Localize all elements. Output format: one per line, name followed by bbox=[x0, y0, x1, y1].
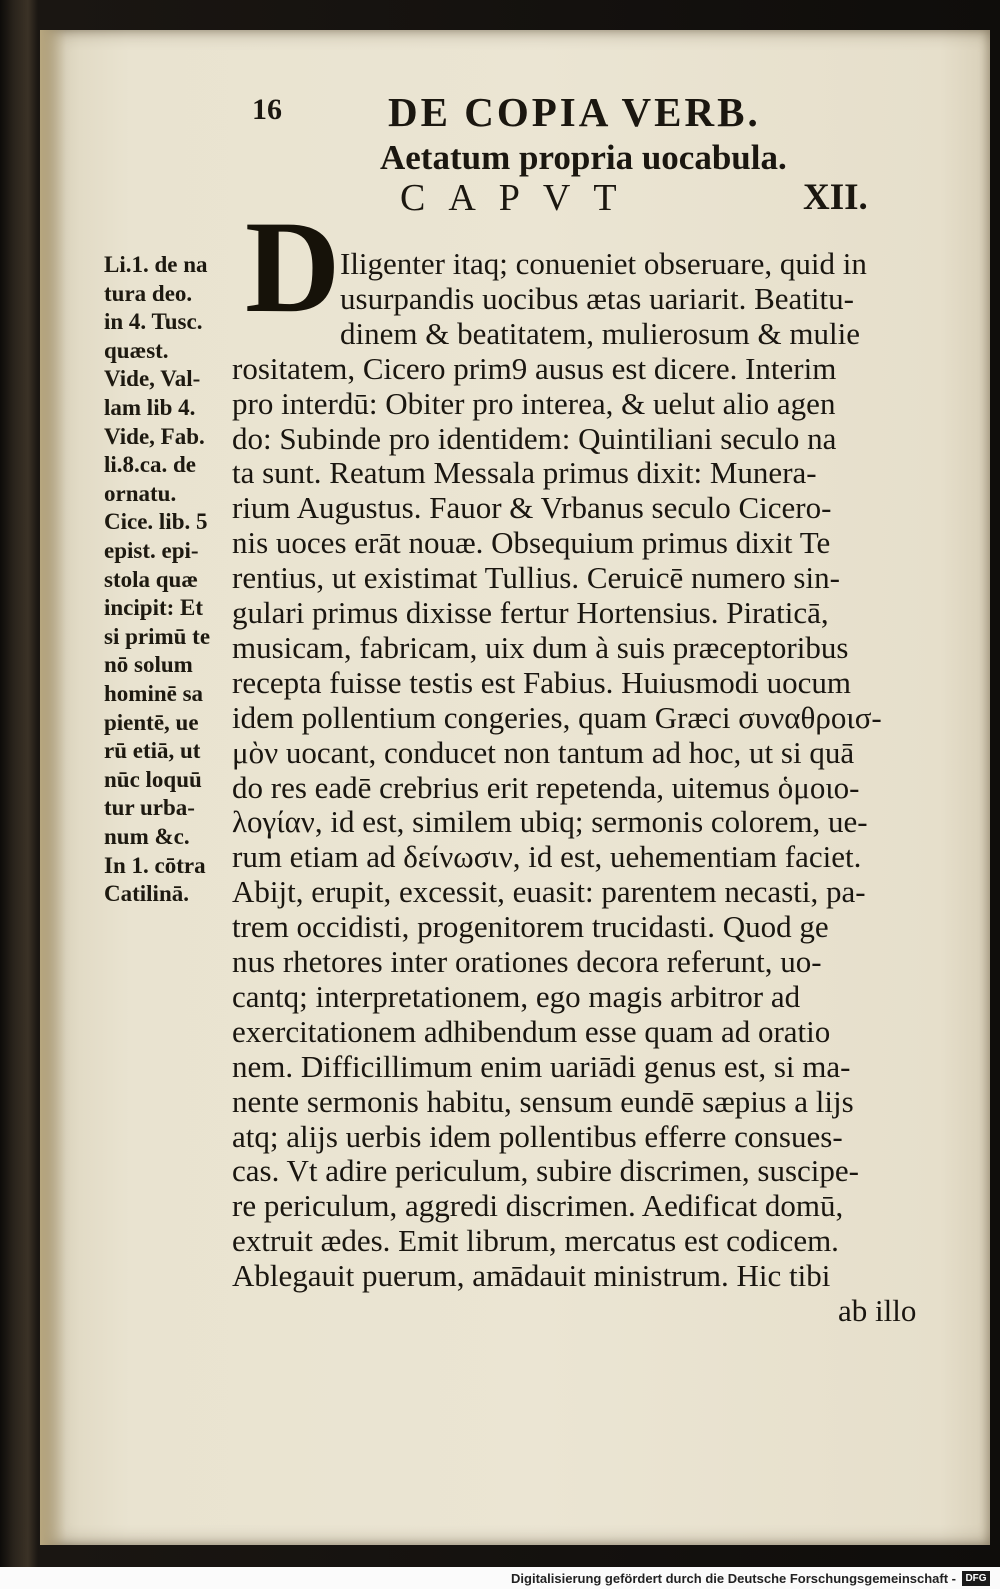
margin-note-line: quæst. bbox=[104, 337, 169, 363]
margin-note-line: pientē, ue bbox=[104, 709, 199, 735]
body-line: nem. Difficillimum enim uariādi genus est, si ma- bbox=[232, 1048, 851, 1084]
body-line: recepta fuisse testis est Fabius. Huiusmodi uocum bbox=[232, 664, 852, 700]
margin-note-line: nūc loquū bbox=[104, 766, 202, 792]
body-line: atq; alijs uerbis idem pollentibus efferre consues- bbox=[232, 1118, 843, 1154]
body-line: pro interdū: Obiter pro interea, & uelut alio agen bbox=[232, 385, 836, 421]
body-line: trem occidisti, progenitorem trucidasti. Quod ge bbox=[232, 909, 829, 945]
body-line: Abijt, erupit, excessit, euasit: parentem necasti, pa- bbox=[232, 874, 866, 910]
body-line: rentius, ut existimat Tullius. Ceruicē numero sin- bbox=[232, 560, 840, 596]
body-line: musicam, fabricam, uix dum à suis præceptoribus bbox=[232, 629, 849, 665]
body-line: idem pollentium congeries, quam Græci συναθροισ- bbox=[232, 699, 882, 735]
margin-note-line: incipit: Et bbox=[104, 595, 204, 621]
margin-note-line: Vide, Val- bbox=[104, 366, 201, 392]
margin-note-line: in 4. Tusc. bbox=[104, 309, 203, 335]
body-line: nus rhetores inter orationes decora referunt, uo- bbox=[232, 944, 822, 979]
credit-text: Digitalisierung gefördert durch die Deutsche Forschungsgemeinschaft - bbox=[511, 1571, 956, 1586]
page-number: 16 bbox=[252, 93, 282, 126]
body-line: μὸν uocant, conducet non tantum ad hoc, ut si quā bbox=[232, 734, 855, 770]
drop-cap-initial: D bbox=[245, 193, 341, 340]
body-line: rositatem, Cicero prim9 ausus est dicere. Interim bbox=[232, 350, 837, 386]
body-line: gulari primus dixisse fertur Hortensius. Piraticā, bbox=[232, 595, 829, 630]
body-line: do res eadē crebrius erit repetenda, uitemus ὁμοιο- bbox=[232, 769, 860, 805]
running-head: DE COPIA VERB. bbox=[388, 89, 761, 135]
body-line: re periculum, aggredi discrimen. Aedificat domū, bbox=[232, 1188, 844, 1224]
margin-note-line: li.8.ca. de bbox=[104, 452, 196, 478]
margin-note-line: si primū te bbox=[104, 623, 211, 649]
margin-note-line: tura deo. bbox=[104, 280, 193, 306]
body-line: ab illo bbox=[838, 1293, 917, 1328]
body-line: ta sunt. Reatum Messala primus dixit: Munera- bbox=[232, 455, 817, 491]
body-line: Ablegauit puerum, amādauit ministrum. Hic tibi bbox=[232, 1258, 831, 1294]
margin-note-line: epist. epi- bbox=[104, 538, 199, 563]
margin-note-line: Vide, Fab. bbox=[104, 423, 205, 449]
body-line: do: Subinde pro identidem: Quintiliani seculo na bbox=[232, 420, 837, 456]
body-line: λογίαν, id est, similem ubiq; sermonis colorem, ue- bbox=[232, 804, 868, 840]
margin-note-line: stola quæ bbox=[104, 566, 198, 592]
body-line: rum etiam ad δείνωσιν, id est, uehementiam faciet. bbox=[232, 839, 862, 875]
margin-note-line: Li.1. de na bbox=[104, 252, 208, 277]
margin-note-line: Cice. lib. 5 bbox=[104, 509, 208, 535]
chapter-title: Aetatum propria uocabula. bbox=[380, 138, 787, 177]
body-line: nis uoces erāt nouæ. Obsequium primus dixit Te bbox=[232, 525, 831, 561]
margin-note-line: Catilinā. bbox=[104, 881, 189, 907]
body-line: cantq; interpretationem, ego magis arbitror ad bbox=[232, 978, 801, 1014]
margin-note-line: num &c. bbox=[104, 824, 190, 849]
dfg-logo: DFG bbox=[962, 1571, 990, 1586]
margin-note-line: ornatu. bbox=[104, 480, 177, 506]
margin-note-line: tur urba- bbox=[104, 795, 195, 821]
body-line: rium Augustus. Fauor & Vrbanus seculo Cicero- bbox=[232, 490, 832, 526]
body-line: extruit ædes. Emit librum, mercatus est codicem. bbox=[232, 1223, 839, 1259]
caput-label: CAPVT bbox=[400, 177, 640, 219]
margin-note-line: In 1. cōtra bbox=[104, 852, 206, 878]
body-line: usurpandis uocibus ætas uariarit. Beatitu- bbox=[340, 280, 854, 316]
body-line: exercitationem adhibendum esse quam ad oratio bbox=[232, 1013, 831, 1049]
margin-note-line: hominē sa bbox=[104, 681, 204, 706]
caput-number: XII. bbox=[803, 177, 868, 218]
margin-note-line: lam lib 4. bbox=[104, 395, 196, 420]
body-line: dinem & beatitatem, mulierosum & mulie bbox=[340, 315, 861, 351]
body-line: nente sermonis habitu, sensum eundē sæpius a lijs bbox=[232, 1083, 854, 1119]
body-line: Iligenter itaq; conueniet obseruare, quid in bbox=[340, 246, 867, 281]
margin-note-line: nō solum bbox=[104, 652, 193, 678]
margin-note-line: rū etiā, ut bbox=[104, 738, 201, 764]
body-line: cas. Vt adire periculum, subire discrimen, suscipe- bbox=[232, 1153, 859, 1189]
digitization-credit-bar bbox=[0, 1567, 1000, 1589]
